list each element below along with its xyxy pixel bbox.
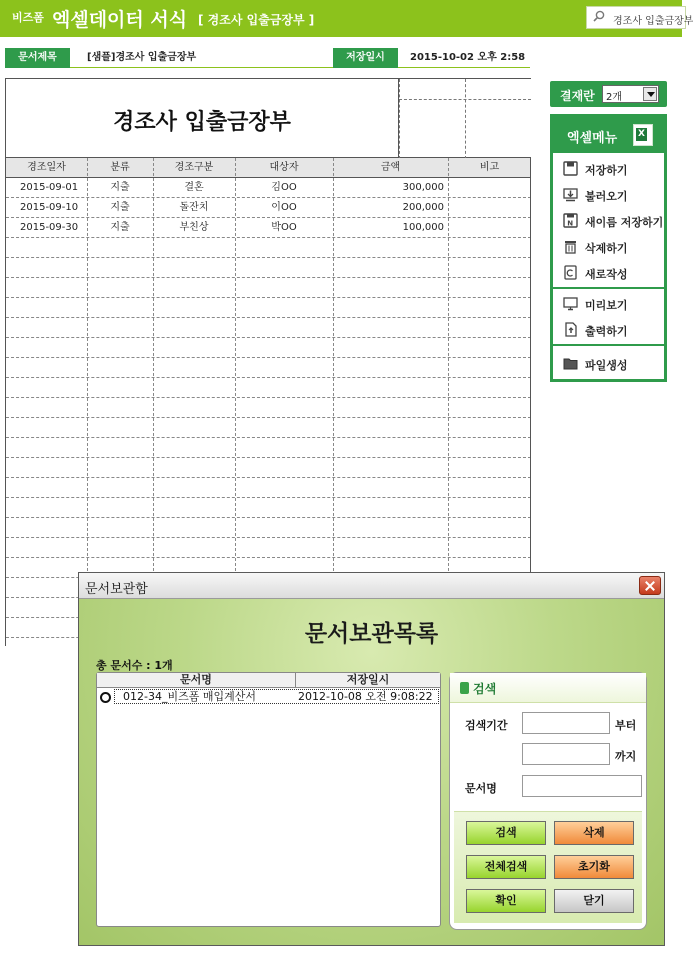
brand-title: 엑셀데이터 서식 [52,9,188,31]
approval-selector [550,81,667,107]
save-as-icon [563,213,578,228]
doc-name-input[interactable] [522,775,642,797]
menu-item-label: 미리보기 [585,299,628,312]
menu-item-save[interactable] [553,156,664,182]
table-row[interactable] [6,418,531,438]
cell-category: 지출 [110,202,130,213]
cell-person: 이OO [271,202,297,213]
period-to-input[interactable] [522,743,610,765]
chevron-down-icon[interactable] [643,87,657,101]
list-item-radio[interactable] [100,692,111,703]
preview-icon [563,296,578,311]
doc-title-value: [샘플]경조사 입출금장부 [87,52,197,63]
list-header-name[interactable]: 문서명 [97,673,296,688]
save-date-label: 저장일시 [333,48,398,68]
dialog-window-title: 문서보관함 [85,582,148,597]
approval-label: 결재란 [560,89,595,103]
table-row[interactable] [6,478,531,498]
cell-type: 부친상 [179,222,209,233]
cell-type: 돌잔치 [179,202,209,213]
table-row[interactable] [6,358,531,378]
col-header-person: 대상자 [269,162,299,173]
ledger-sheet [5,78,530,646]
search-period-label: 검색기간 [465,719,508,732]
menu-item-label: 새이름 저장하기 [585,216,664,229]
excel-icon [633,124,653,146]
dialog-heading: 문서보관목록 [304,621,439,647]
cell-person: 박OO [271,222,297,233]
table-row[interactable] [6,278,531,298]
search-box[interactable] [586,6,693,29]
cell-amount: 300,000 [402,182,444,193]
col-header-date: 경조일자 [27,162,66,173]
search-button-area [454,811,642,923]
menu-item-print[interactable] [553,317,664,343]
trash-icon [563,239,578,254]
save-date-value: 2015-10-02 오후 2:58 [410,52,526,63]
dialog-close-button[interactable]: 닫기 [554,889,634,913]
cell-person: 김OO [271,182,297,193]
search-panel-icon [460,682,469,694]
dialog-body [79,599,664,945]
table-row[interactable] [6,198,531,218]
dialog-title-bar[interactable] [79,573,664,599]
menu-item-create-file[interactable] [553,351,664,377]
col-header-category: 분류 [110,162,130,173]
table-row[interactable] [6,538,531,558]
table-row[interactable] [6,438,531,458]
list-item-date: 2012-10-08 오전 9:08:22 [298,690,433,703]
table-row[interactable] [6,498,531,518]
search-panel [449,672,647,930]
document-tag: [ 경조사 입출금장부 ] [198,13,315,27]
folder-icon [563,356,578,371]
menu-item-load[interactable] [553,182,664,208]
search-all-button[interactable]: 전체검색 [466,855,546,879]
cell-category: 지출 [110,222,130,233]
cell-date: 2015-09-30 [20,222,79,233]
document-archive-dialog [78,572,665,946]
table-row[interactable] [6,378,531,398]
menu-item-save-as[interactable] [553,208,664,234]
document-info-row [5,48,530,68]
top-header-bar [0,0,693,37]
table-row[interactable] [6,258,531,278]
period-from-suffix: 부터 [615,719,637,732]
table-row[interactable] [6,518,531,538]
sheet-title-box [6,78,399,158]
approval-box [399,78,531,158]
menu-item-label: 저장하기 [585,164,628,177]
excel-menu [550,114,667,382]
table-row[interactable] [6,338,531,358]
search-input[interactable]: 경조사 입출금장부 [613,16,693,27]
document-count: 총 문서수 : 1개 [96,659,173,672]
menu-item-label: 출력하기 [585,325,628,338]
search-button[interactable]: 검색 [466,821,546,845]
doc-title-label: 문서제목 [5,48,70,68]
cell-date: 2015-09-10 [20,202,79,213]
reset-button[interactable]: 초기화 [554,855,634,879]
period-from-input[interactable] [522,712,610,734]
table-row[interactable] [6,298,531,318]
excel-menu-title: 엑셀메뉴 [567,131,618,146]
sheet-title: 경조사 입출금장부 [113,110,291,135]
menu-item-label: 삭제하기 [585,242,628,255]
table-row[interactable] [6,218,531,238]
menu-item-label: 불러오기 [585,190,628,203]
delete-button[interactable]: 삭제 [554,821,634,845]
menu-item-preview[interactable] [553,291,664,317]
search-panel-header [450,673,646,703]
print-icon [563,322,578,337]
cell-category: 지출 [110,182,130,193]
search-icon[interactable] [593,10,605,22]
approval-count-select[interactable] [602,85,659,103]
list-header-date[interactable]: 저장일시 [296,673,440,688]
document-list[interactable] [96,672,441,927]
load-icon [563,187,578,202]
list-item-name: 012-34_비즈폼 매입계산서 [123,690,256,703]
excel-menu-header [553,117,664,153]
col-header-amount: 금액 [380,162,401,173]
cell-date: 2015-09-01 [20,182,79,193]
search-panel-title: 검색 [473,682,497,696]
table-row[interactable] [6,238,531,258]
new-doc-icon [563,265,578,280]
cell-amount: 200,000 [402,202,444,213]
col-header-type: 경조구분 [174,162,214,173]
menu-item-label: 파일생성 [585,359,628,372]
table-row[interactable] [6,318,531,338]
menu-item-label: 새로작성 [585,268,628,281]
ok-button[interactable]: 확인 [466,889,546,913]
save-icon [563,161,578,176]
brand-logo-small: 비즈폼 [12,11,44,24]
cell-type: 결혼 [184,182,204,193]
svg-text:N: N [567,219,574,228]
close-icon[interactable] [639,576,661,595]
approval-count-value: 2개 [606,92,623,103]
table-header-row [6,158,531,178]
doc-name-label: 문서명 [465,782,497,795]
col-header-note: 비고 [479,162,500,173]
table-row[interactable] [6,178,531,198]
menu-item-new[interactable] [553,260,664,286]
period-to-suffix: 까지 [615,750,637,763]
cell-amount: 100,000 [402,222,444,233]
table-row[interactable] [6,398,531,418]
table-row[interactable] [6,458,531,478]
menu-item-delete[interactable] [553,234,664,260]
